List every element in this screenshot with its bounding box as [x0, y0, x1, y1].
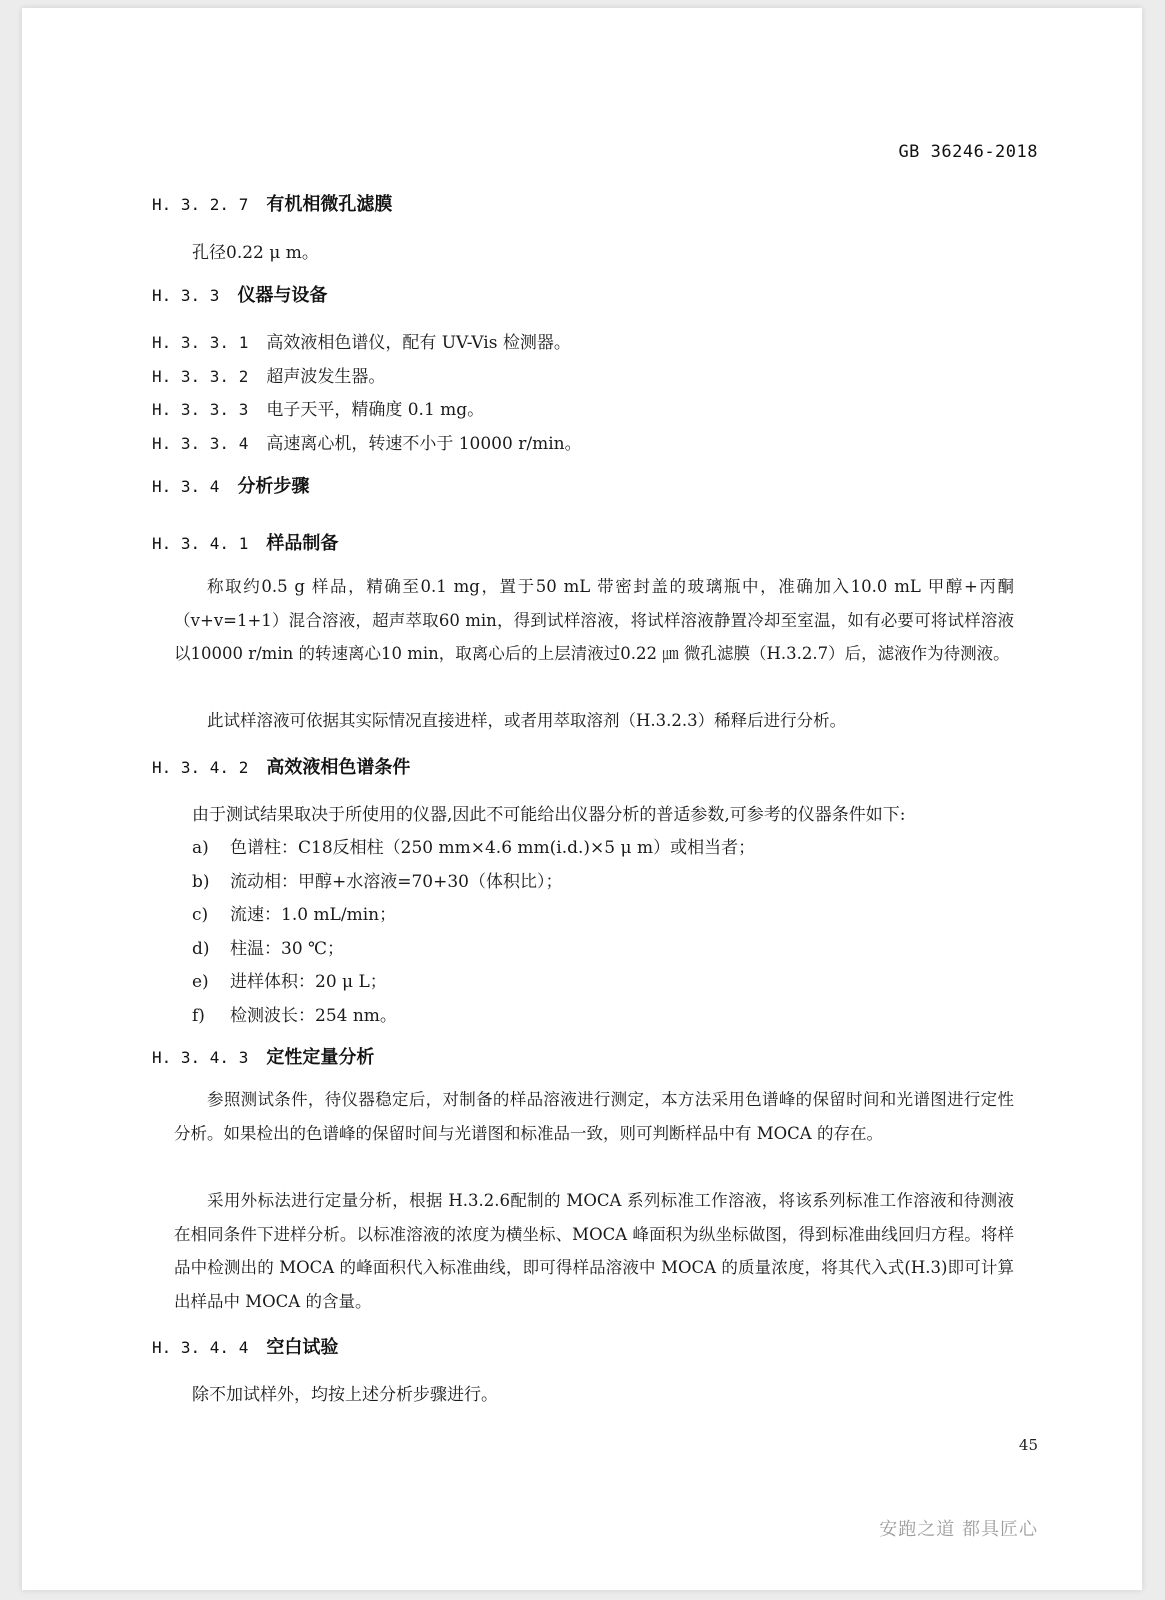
item-number: H. 3. 3. 3 [152, 400, 249, 419]
heading-h3-4 [152, 472, 309, 498]
blank-test-text: 除不加试样外，均按上述分析步骤进行。 [192, 1385, 498, 1405]
heading-number: H. 3. 2. 7 [152, 195, 249, 214]
heading-title: 空白试验 [266, 1337, 339, 1358]
item-number: H. 3. 3. 4 [152, 434, 249, 453]
heading-number: H. 3. 4. 4 [152, 1338, 249, 1357]
list-text: 检测波长：254 nm。 [230, 1006, 397, 1026]
item-text: 超声波发生器。 [266, 367, 386, 387]
list-marker: d) [192, 939, 210, 959]
list-item-f [192, 1001, 397, 1026]
heading-h3-4-1 [152, 529, 338, 555]
item-h3-3-2 [152, 362, 385, 387]
list-item-b [192, 867, 563, 892]
heading-number: H. 3. 4. 2 [152, 758, 249, 777]
heading-h3-3 [152, 281, 327, 307]
list-marker: c) [192, 905, 209, 925]
heading-number: H. 3. 4. 3 [152, 1048, 249, 1067]
list-marker: a) [192, 838, 209, 858]
item-h3-3-1 [152, 328, 571, 353]
paragraph-sample-preparation: 称取约0.5 g 样品，精确至0.1 mg，置于50 mL 带密封盖的玻璃瓶中，准确加入10.0 mL 甲醇+丙酮（v+v=1+1）混合溶液，超声萃取60 min，得到试样溶液，将试样溶液静置冷却至室温，如有必要可将试样溶液以10000 r/min 的转速离心10 min，取离心后的上层清液过0.22 ㎛ 微孔滤膜（H.3.2.7）后，滤液作为待测液。 [174, 577, 1014, 663]
body-text: 孔径0.22 μ m。 [192, 243, 319, 263]
list-item-d [192, 934, 344, 959]
hplc-intro-text: 由于测试结果取决于所使用的仪器,因此不可能给出仪器分析的普适参数,可参考的仪器条件如下: [192, 805, 906, 825]
item-h3-3-3 [152, 395, 484, 420]
heading-h3-4-2 [152, 753, 410, 779]
heading-title: 样品制备 [266, 533, 339, 554]
item-number: H. 3. 3. 2 [152, 367, 249, 386]
list-marker: b) [192, 872, 210, 892]
list-text: 柱温：30 ℃； [230, 939, 345, 959]
item-text: 高效液相色谱仪，配有 UV-Vis 检测器。 [266, 333, 571, 353]
standard-code: GB 36246-2018 [898, 142, 1038, 162]
heading-title: 定性定量分析 [266, 1047, 375, 1068]
list-text: 流速：1.0 mL/min； [230, 905, 397, 925]
item-h3-3-4 [152, 429, 582, 454]
page-number: 45 [1018, 1436, 1038, 1454]
heading-number: H. 3. 4. 1 [152, 534, 249, 553]
heading-h3-4-3 [152, 1043, 374, 1069]
heading-number: H. 3. 4 [152, 477, 220, 496]
item-text: 高速离心机，转速不小于 10000 r/min。 [266, 434, 582, 454]
list-item-c [192, 900, 396, 925]
heading-number: H. 3. 3 [152, 286, 220, 305]
heading-title: 高效液相色谱条件 [266, 757, 411, 778]
heading-title: 仪器与设备 [237, 285, 328, 306]
list-marker: f) [192, 1006, 205, 1026]
item-text: 电子天平，精确度 0.1 mg。 [266, 400, 485, 420]
item-number: H. 3. 3. 1 [152, 333, 249, 352]
heading-title: 分析步骤 [237, 476, 310, 497]
paragraph-quantitative-analysis: 采用外标法进行定量分析，根据 H.3.2.6配制的 MOCA 系列标准工作溶液，将该系列标准工作溶液和待测液在相同条件下进样分析。以标准溶液的浓度为横坐标、MOCA 峰面积为纵坐标做图，得到标准曲线回归方程。将样品中检测出的 MOCA 的峰面积代入标准曲线，即可得样品溶液中 MOCA 的质量浓度，将其代入式(H.3)即可计算出样品中 MOCA 的含量。 [174, 1191, 1014, 1311]
heading-title: 有机相微孔滤膜 [266, 194, 393, 215]
paragraph-sample-dilution: 此试样溶液可依据其实际情况直接进样，或者用萃取溶剂（H.3.2.3）稀释后进行分析。 [207, 711, 847, 730]
list-item-e [192, 967, 387, 992]
list-item-a [192, 833, 755, 858]
heading-h3-4-4 [152, 1333, 338, 1359]
list-marker: e) [192, 972, 209, 992]
document-page [22, 8, 1142, 1590]
heading-h3-2-7 [152, 190, 392, 216]
list-text: 色谱柱：C18反相柱（250 mm×4.6 mm(i.d.)×5 μ m）或相当者； [230, 838, 756, 858]
paragraph-qualitative-analysis: 参照测试条件，待仪器稳定后，对制备的样品溶液进行测定，本方法采用色谱峰的保留时间和光谱图进行定性分析。如果检出的色谱峰的保留时间与光谱图和标准品一致，则可判断样品中有 MOCA 的存在。 [174, 1090, 1014, 1143]
watermark-text: 安跑之道 都具匠心 [879, 1519, 1038, 1540]
list-text: 流动相：甲醇+水溶液=70+30（体积比）； [230, 872, 563, 892]
list-text: 进样体积：20 μ L； [230, 972, 387, 992]
